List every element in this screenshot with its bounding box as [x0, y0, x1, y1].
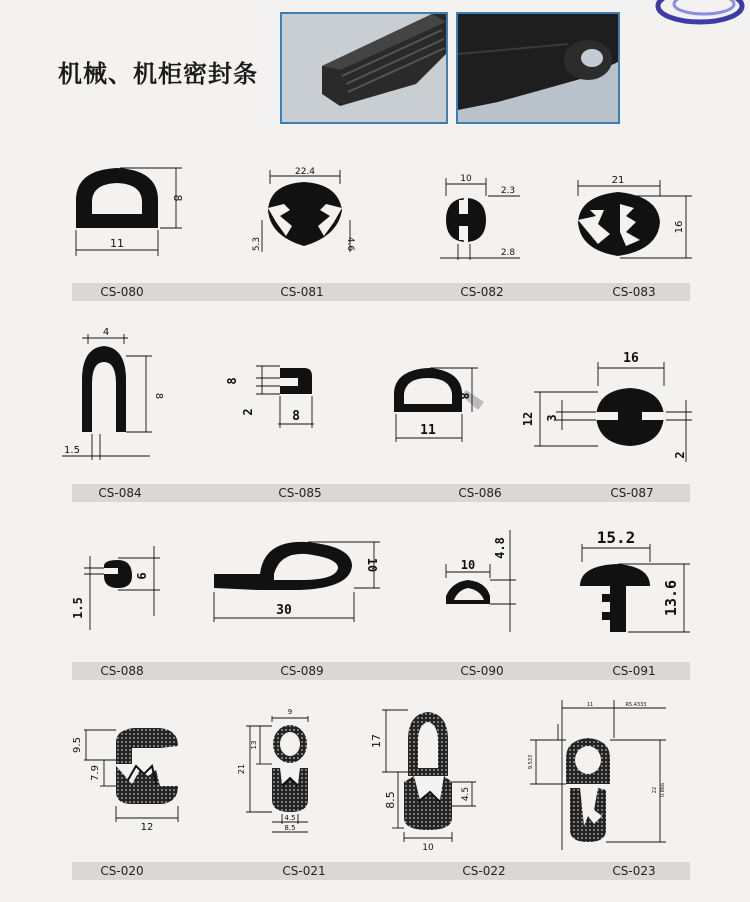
- dim-label: 1.5: [64, 445, 80, 456]
- dim-label: 9: [287, 708, 293, 716]
- profile-cs-086: [394, 368, 484, 442]
- dim-label: R5.4333: [625, 702, 647, 708]
- dim-label: 0.866: [660, 782, 666, 798]
- product-code: CS-021: [282, 864, 326, 878]
- profile-cs-023: [530, 700, 666, 850]
- product-code: CS-090: [460, 664, 504, 678]
- dim-label: 9.5: [72, 737, 83, 753]
- dim-label: 8: [171, 194, 184, 202]
- profile-cs-021: [246, 716, 308, 832]
- product-code: CS-088: [100, 664, 144, 678]
- dim-label: 8: [457, 392, 471, 400]
- profile-cs-080: [76, 168, 182, 256]
- product-code: CS-080: [100, 285, 144, 299]
- product-code: CS-023: [612, 864, 656, 878]
- product-code: CS-085: [278, 486, 322, 500]
- dim-label: 11: [110, 237, 124, 250]
- dim-label: 21: [237, 763, 246, 775]
- dim-label: 22: [652, 786, 658, 794]
- product-code: CS-082: [460, 285, 504, 299]
- profile-cs-087: [534, 362, 692, 462]
- dim-label: 3: [545, 414, 559, 422]
- product-code: CS-086: [458, 486, 502, 500]
- product-code: CS-084: [98, 486, 142, 500]
- profile-cs-083: [578, 180, 692, 258]
- profile-cs-022: [382, 710, 476, 842]
- profile-cs-089: [214, 542, 380, 622]
- dim-label: 12: [521, 411, 535, 427]
- dim-label: 22.4: [294, 167, 316, 177]
- dim-label: 11: [586, 702, 594, 708]
- dim-label: 2: [673, 451, 687, 459]
- product-code: CS-091: [612, 664, 656, 678]
- profile-cs-085: [256, 366, 314, 428]
- dim-label: 2.8: [500, 248, 516, 258]
- dim-label: 12: [140, 822, 154, 833]
- dim-label: 4.5: [461, 786, 471, 802]
- dim-label: 13.6: [662, 579, 680, 617]
- dim-label: 4.6: [345, 236, 355, 252]
- dim-label: 11: [420, 423, 436, 438]
- dim-label: 4.5: [284, 814, 296, 822]
- product-code: CS-083: [612, 285, 656, 299]
- profile-cs-081: [262, 170, 350, 252]
- dim-label: 21: [611, 175, 625, 186]
- dim-label: 2.3: [500, 186, 516, 196]
- dim-label: 30: [276, 603, 292, 618]
- product-code: CS-022: [462, 864, 506, 878]
- profile-cs-088: [84, 546, 160, 630]
- dim-label: 2: [241, 408, 255, 416]
- dim-label: 6: [135, 572, 149, 580]
- page-title: 机械、机柜密封条: [58, 60, 258, 88]
- dim-label: 8.5: [384, 791, 397, 809]
- dim-label: 16: [623, 351, 639, 366]
- dim-label: 10: [460, 174, 472, 184]
- dim-label: 10: [365, 557, 379, 573]
- dim-label: 13: [250, 740, 258, 750]
- product-code: CS-081: [280, 285, 324, 299]
- product-code: CS-087: [610, 486, 654, 500]
- dim-label: 4: [102, 327, 110, 338]
- dim-label: 8: [225, 377, 239, 385]
- profile-cs-084: [62, 334, 152, 460]
- dim-label: 8.5: [284, 824, 296, 832]
- dim-label: 4.8: [493, 537, 507, 559]
- dim-label: 7.9: [90, 765, 101, 781]
- product-code: CS-089: [280, 664, 324, 678]
- dim-label: 15.2: [596, 528, 636, 547]
- dim-label: 10: [460, 558, 476, 572]
- dim-label: 1.5: [71, 597, 85, 619]
- product-code: CS-020: [100, 864, 144, 878]
- dim-label: 16: [674, 220, 685, 234]
- dim-label: 8: [153, 392, 164, 400]
- dim-label: 5.3: [252, 236, 262, 252]
- dim-label: 17: [370, 734, 383, 748]
- dim-label: 9.533: [528, 754, 534, 770]
- dim-label: 8: [292, 409, 300, 424]
- dim-label: 10: [422, 843, 434, 853]
